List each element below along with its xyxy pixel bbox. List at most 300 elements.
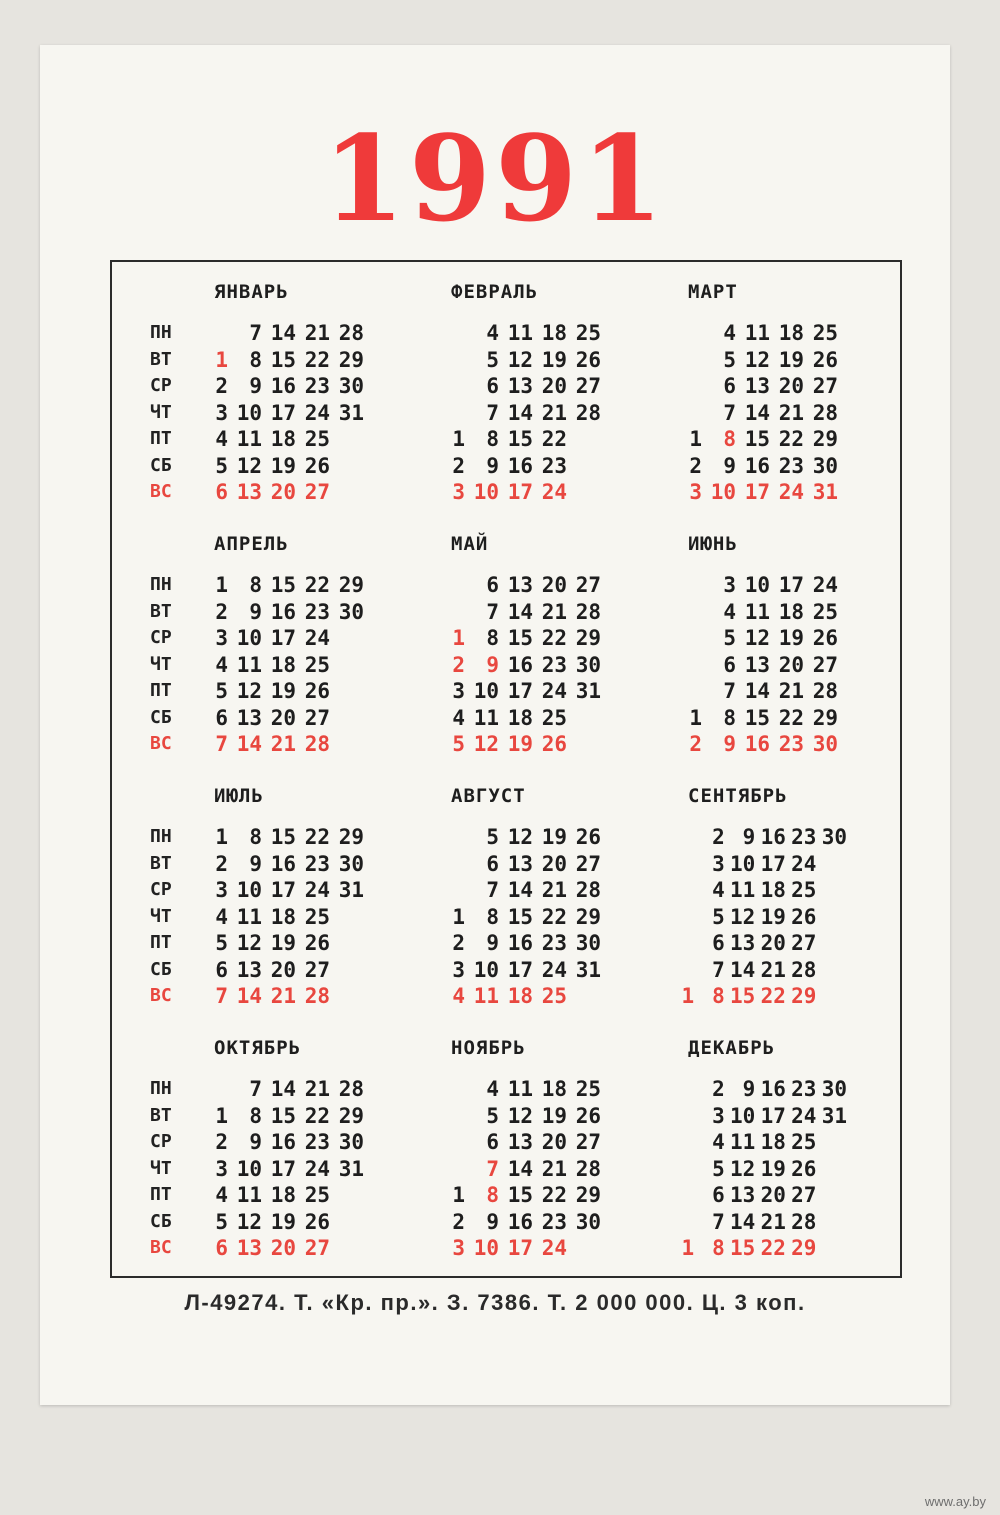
day-number [567,705,601,732]
day-number: 15 [744,427,770,451]
day-number: 25 [541,984,567,1008]
day-number: 23 [304,374,330,398]
month-name: ДЕКАБРЬ [688,1037,776,1059]
day-number: 13 [236,705,262,730]
day-number [664,1182,695,1209]
day-number: 22 [760,1236,786,1260]
week-row [136,904,373,931]
weekday-label [610,652,668,679]
month-name: ФЕВРАЛЬ [451,281,539,303]
day-number: 28 [812,400,838,425]
day-number [330,453,364,480]
day-number: 24 [304,1156,330,1181]
week-row [610,1103,847,1130]
day-number [668,347,702,374]
week-row [373,625,610,652]
day-number: 19 [270,931,296,955]
day-number [664,877,695,904]
weekday-label [373,983,431,1010]
day-number: 4 [723,599,736,624]
day-number: 12 [744,626,770,650]
day-number [431,400,465,427]
weekday-label [610,1235,664,1262]
day-number: 14 [270,321,296,345]
day-number: 9 [249,851,262,876]
day-number: 14 [744,400,770,425]
day-number: 2 [712,825,725,849]
day-number [668,599,702,626]
day-number: 10 [730,851,756,876]
week-row [373,957,610,984]
day-number: 11 [473,705,499,730]
weekday-label: ВТ [150,348,172,370]
day-number: 7 [486,1156,499,1181]
day-number: 7 [486,599,499,624]
month-name: АВГУСТ [451,785,526,807]
day-number: 30 [575,931,601,955]
day-number [431,373,465,400]
day-number: 30 [338,374,364,398]
day-number: 6 [486,374,499,398]
day-number: 28 [304,732,330,756]
day-number: 27 [812,652,838,677]
week-row [610,851,847,878]
weekday-label: ПН [150,1078,172,1099]
month-name: НОЯБРЬ [451,1037,526,1059]
week-row [373,479,610,506]
day-number: 23 [304,851,330,876]
day-number: 28 [575,878,601,902]
day-number: 30 [338,1130,364,1154]
day-number [668,400,702,427]
day-number: 20 [541,374,567,398]
day-number: 25 [304,904,330,929]
day-number: 18 [507,705,533,730]
day-number: 5 [712,904,725,929]
day-number [816,983,847,1010]
day-number: 29 [791,984,817,1008]
month-days [610,1076,847,1262]
week-row [136,1103,373,1130]
week-row [373,1182,610,1209]
day-number: 4 [712,878,725,902]
day-number: 16 [744,732,770,756]
weekday-label [373,479,431,506]
site-watermark: www.ay.by [924,1494,986,1509]
day-number: 16 [760,1077,786,1101]
week-row [610,1129,847,1156]
weekday-label: ЧТ [150,653,172,675]
day-number [664,930,695,957]
day-number: 16 [507,1209,533,1234]
day-number: 2 [215,1130,228,1154]
day-number: 20 [541,851,567,876]
week-row [373,599,610,626]
weekday-label [373,426,431,453]
day-number: 28 [304,984,330,1008]
day-number: 18 [778,321,804,345]
day-number: 23 [778,453,804,478]
day-number: 26 [791,1156,817,1181]
day-number: 24 [541,679,567,703]
day-number: 24 [812,573,838,597]
day-number: 15 [730,984,756,1008]
day-number: 22 [541,904,567,929]
day-number: 13 [744,652,770,677]
day-number: 26 [304,453,330,478]
weekday-label: ВС [150,1237,172,1258]
day-number: 22 [778,427,804,451]
day-number [431,599,465,626]
week-row [136,731,373,758]
day-number: 29 [575,626,601,650]
weekday-label [610,1103,664,1130]
day-number: 19 [270,1209,296,1234]
day-number: 7 [249,1077,262,1101]
month-block [610,276,847,528]
day-number: 12 [730,904,756,929]
day-number: 10 [710,480,736,504]
day-number: 2 [452,652,465,677]
day-number: 17 [270,400,296,425]
day-number: 1 [215,825,228,849]
week-row [610,678,847,705]
day-number: 4 [452,705,465,730]
day-number: 19 [541,1103,567,1128]
day-number: 7 [486,400,499,425]
day-number: 16 [270,1130,296,1154]
weekday-label [610,877,664,904]
week-row [136,453,373,480]
day-number: 23 [541,652,567,677]
weekday-label [373,1103,431,1130]
day-number: 19 [760,904,786,929]
day-number [567,426,601,453]
month-name: ИЮНЬ [688,533,738,555]
week-row [136,426,373,453]
weekday-label [610,1156,664,1183]
day-number: 11 [236,1183,262,1207]
day-number [330,625,364,652]
day-number: 21 [778,400,804,425]
week-row [373,851,610,878]
week-row [610,625,847,652]
day-number: 13 [730,931,756,955]
day-number [664,957,695,984]
weekday-label [373,320,431,347]
day-number: 24 [304,878,330,902]
day-number: 6 [712,931,725,955]
week-row [136,400,373,427]
weekday-label [610,930,664,957]
day-number: 15 [507,626,533,650]
day-number: 27 [304,705,330,730]
day-number: 4 [486,1077,499,1101]
weekday-label: ПН [150,826,172,847]
day-number: 11 [473,984,499,1008]
day-number: 20 [541,573,567,597]
day-number: 10 [236,626,262,650]
month-name: СЕНТЯБРЬ [688,785,788,807]
day-number: 12 [744,347,770,372]
day-number: 15 [507,1183,533,1207]
month-block [610,528,847,780]
weekday-label [373,1156,431,1183]
weekday-label: СБ [150,706,172,728]
day-number: 14 [507,1156,533,1181]
day-number: 10 [473,480,499,504]
weekday-label [373,1129,431,1156]
week-row [610,983,847,1010]
week-row [610,904,847,931]
day-number: 29 [338,347,364,372]
day-number [567,983,601,1010]
week-row [373,877,610,904]
day-number: 8 [486,427,499,451]
day-number: 21 [304,321,330,345]
day-number: 18 [507,984,533,1008]
day-number [816,851,847,878]
day-number: 6 [486,573,499,597]
week-row [610,400,847,427]
day-number: 11 [236,652,262,677]
day-number: 20 [541,1130,567,1154]
month-block [373,780,610,1032]
week-row [373,678,610,705]
day-number: 26 [812,626,838,650]
day-number: 25 [575,321,601,345]
month-block [373,1032,610,1284]
day-number: 11 [507,1077,533,1101]
day-number: 23 [304,599,330,624]
day-number: 12 [236,1209,262,1234]
day-number: 3 [452,1236,465,1260]
day-number [668,373,702,400]
month-name: МАРТ [688,281,738,303]
day-number: 27 [575,851,601,876]
week-row [136,479,373,506]
week-row [373,1103,610,1130]
day-number [664,851,695,878]
day-number: 31 [338,400,364,425]
day-number: 2 [452,453,465,478]
day-number [816,1156,847,1183]
weekday-label: СБ [150,454,172,476]
day-number: 30 [812,732,838,756]
week-row [373,1076,610,1103]
week-row [373,320,610,347]
day-number: 17 [270,1156,296,1181]
day-number: 23 [541,931,567,955]
month-block [136,780,373,1032]
day-number: 1 [689,427,702,451]
day-number [567,1235,601,1262]
day-number: 14 [270,1077,296,1101]
weekday-label [373,1076,431,1103]
day-number: 30 [338,851,364,876]
day-number: 17 [778,573,804,597]
day-number: 29 [812,705,838,730]
day-number: 28 [575,599,601,624]
day-number [567,479,601,506]
month-days [373,572,610,758]
day-number: 25 [791,1130,817,1154]
day-number: 9 [723,453,736,478]
month-name: МАЙ [451,533,489,555]
day-number [664,1076,695,1103]
weekday-label: ВТ [150,852,172,874]
day-number [330,904,364,931]
weekday-label [610,373,668,400]
day-number: 20 [778,652,804,677]
weekday-label [373,957,431,984]
day-number: 14 [507,878,533,902]
day-number: 8 [486,1183,499,1207]
day-number: 11 [730,878,756,902]
day-number: 13 [730,1183,756,1207]
day-number: 13 [236,480,262,504]
week-row [373,1209,610,1236]
week-row [610,426,847,453]
day-number: 22 [778,705,804,730]
week-row [610,1156,847,1183]
day-number [431,851,465,878]
day-number: 18 [270,904,296,929]
week-row [610,731,847,758]
day-number: 8 [723,427,736,451]
day-number: 17 [270,878,296,902]
day-number: 11 [730,1130,756,1154]
day-number: 22 [304,347,330,372]
day-number: 13 [744,374,770,398]
day-number: 30 [821,825,848,849]
week-row [610,1076,847,1103]
day-number: 27 [304,957,330,982]
day-number: 25 [304,1183,330,1207]
week-row [136,652,373,679]
day-number [194,320,228,347]
week-row [373,373,610,400]
day-number: 12 [236,679,262,703]
month-name: ОКТЯБРЬ [214,1037,302,1059]
day-number: 22 [304,825,330,849]
day-number: 13 [236,957,262,982]
day-number: 21 [541,1156,567,1181]
week-row [610,453,847,480]
day-number: 18 [270,652,296,677]
day-number: 31 [812,480,838,504]
month-block [136,276,373,528]
day-number: 7 [486,878,499,902]
day-number: 25 [812,599,838,624]
day-number: 8 [712,1236,725,1260]
day-number: 26 [812,347,838,372]
day-number: 15 [507,427,533,451]
day-number: 28 [791,1209,817,1234]
day-number: 3 [215,400,228,425]
week-row [136,320,373,347]
day-number: 23 [541,1209,567,1234]
weekday-label [373,652,431,679]
weekday-label: СБ [150,1210,172,1232]
day-number: 1 [215,573,228,597]
week-row [610,824,847,851]
week-row [610,1235,847,1262]
day-number: 15 [744,705,770,730]
week-row [373,572,610,599]
day-number [431,824,465,851]
day-number: 24 [791,851,817,876]
day-number: 1 [452,427,465,451]
month-block [610,780,847,1032]
weekday-label [373,1182,431,1209]
weekday-label [373,904,431,931]
day-number [668,625,702,652]
day-number: 21 [541,878,567,902]
weekday-label [610,1182,664,1209]
day-number [431,1156,465,1183]
weekday-label [373,824,431,851]
day-number: 19 [760,1156,786,1181]
month-name: АПРЕЛЬ [214,533,289,555]
day-number: 18 [760,1130,786,1154]
day-number: 29 [791,1236,817,1260]
weekday-label [610,320,668,347]
day-number [330,1235,364,1262]
day-number: 29 [338,1103,364,1128]
day-number: 7 [249,321,262,345]
weekday-label: ПТ [150,1184,172,1205]
day-number [664,1103,695,1130]
day-number: 24 [541,957,567,982]
day-number [330,479,364,506]
day-number: 3 [712,851,725,876]
month-block [136,1032,373,1284]
day-number: 18 [541,321,567,345]
day-number: 31 [821,1103,848,1128]
day-number [664,1209,695,1236]
day-number: 11 [744,599,770,624]
day-number: 27 [304,480,330,504]
week-row [373,930,610,957]
day-number [330,930,364,957]
day-number: 30 [812,453,838,478]
day-number [668,652,702,679]
day-number: 5 [452,732,465,756]
weekday-label [610,479,668,506]
day-number: 17 [507,480,533,504]
day-number: 8 [486,904,499,929]
day-number [664,904,695,931]
month-block [136,528,373,780]
day-number: 22 [760,984,786,1008]
day-number [330,1209,364,1236]
day-number [431,320,465,347]
day-number: 31 [575,957,601,982]
day-number [816,1209,847,1236]
day-number [664,1129,695,1156]
week-row [610,877,847,904]
weekday-label: СР [150,627,172,648]
day-number [567,731,601,758]
day-number: 12 [507,1103,533,1128]
weekday-label [373,1209,431,1236]
day-number: 27 [575,1130,601,1154]
day-number [194,1076,228,1103]
day-number: 21 [778,679,804,703]
day-number: 24 [791,1103,817,1128]
weekday-label: ЧТ [150,401,172,423]
